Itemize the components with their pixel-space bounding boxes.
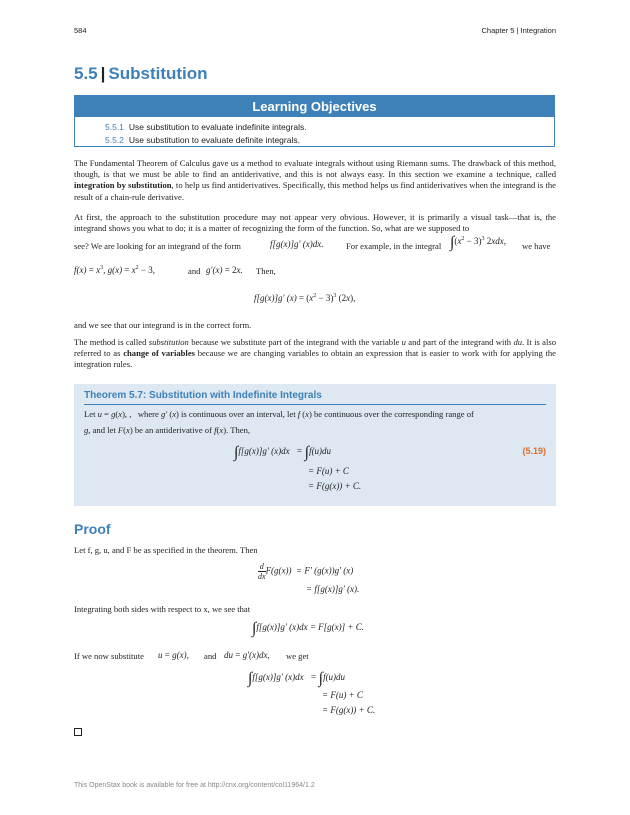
text: be an antiderivative of xyxy=(134,425,212,435)
equation-number: (5.19) xyxy=(522,446,546,456)
footer: This OpenStax book is available for free at http://cnx.org/content/col11964/1.2 xyxy=(74,782,315,789)
section-name: Substitution xyxy=(108,64,208,83)
text: because we are changing variables to obtain an expression that is easier to work with for applying the integration rules. xyxy=(74,348,556,370)
paragraph-approach xyxy=(74,212,556,234)
text: is continuous over an interval, let xyxy=(181,409,296,419)
text-we-have: we have xyxy=(522,241,551,251)
term-integration-by-substitution: integration by substitution xyxy=(74,180,172,191)
equation-fgx: $f(x) = x^3$, $g(x) = x^2 - 3$, xyxy=(74,265,155,275)
var-u: u xyxy=(401,337,406,347)
proof-substitute-text-b: and xyxy=(204,651,217,661)
text: and part of the integrand with xyxy=(405,337,514,347)
text: Then, xyxy=(230,425,251,435)
text: . It is also referred to as xyxy=(74,337,557,359)
term-substitution: substitution xyxy=(148,337,189,347)
section-title xyxy=(74,64,208,84)
proof-title: Proof xyxy=(74,521,111,537)
text: be continuous over the corresponding range of xyxy=(314,409,474,419)
text: Let xyxy=(84,409,96,419)
objective-item xyxy=(105,122,307,132)
learning-objectives-heading: Learning Objectives xyxy=(75,96,554,117)
text: where xyxy=(137,409,159,419)
proof-substitute-text-c: we get xyxy=(286,651,309,661)
theorem-title: Theorem 5.7: Substitution with Indefinite Integrals xyxy=(84,390,322,401)
theorem-box xyxy=(74,384,556,506)
proof-substitute-u: u = g(x), xyxy=(158,650,189,660)
text: because we substitute part of the integrand with the variable xyxy=(188,337,402,347)
section-number: 5.5 xyxy=(74,64,98,83)
proof-final-line-1: ∫f[g(x)]g′ (x)dx = ∫f(u)du xyxy=(248,670,346,687)
theorem-rule xyxy=(84,404,546,405)
objective-item xyxy=(105,135,300,145)
proof-substitute-du: du = g′(x)dx, xyxy=(224,650,270,660)
objective-text: Use substitution to evaluate indefinite integrals. xyxy=(128,122,307,132)
var-du: du xyxy=(513,337,523,347)
text-then: Then, xyxy=(256,266,276,276)
equation-gprime: g′(x) = 2x. xyxy=(206,265,243,275)
theorem-equation-line-2: = F(u) + C xyxy=(308,466,349,476)
proof-substitute-text-a: If we now substitute xyxy=(74,651,144,661)
text: The Fundamental Theorem of Calculus gave us a method to evaluate integrals without using Riemann sums. The drawback of this method, though, is that we must be able to find an antiderivative, and this is not always easy. In this section we examine a technique, called xyxy=(74,158,556,180)
proof-final-line-2: = F(u) + C xyxy=(322,690,363,700)
proof-derivative-line-2: = f[g(x)]g′ (x). xyxy=(306,584,360,594)
equation-form: f[g(x)]g′ (x)dx. xyxy=(270,239,324,249)
objective-text: Use substitution to evaluate definite integrals. xyxy=(128,135,300,145)
qed-box-icon xyxy=(74,728,82,736)
objective-key: 5.5.2 xyxy=(105,135,124,145)
paragraph-correct-form: and we see that our integrand is in the correct form. xyxy=(74,320,252,330)
equation-composite: f[g(x)]g′ $(x) = (x^2 - 3)^3$ (2x), xyxy=(254,293,356,303)
objective-key: 5.5.1 xyxy=(105,122,124,132)
page-number: 584 xyxy=(74,26,87,35)
chapter-header: Chapter 5 | Integration xyxy=(481,26,556,35)
proof-intro: Let f, g, u, and F be as specified in the theorem. Then xyxy=(74,545,258,555)
text: The method is called xyxy=(74,337,149,347)
paragraph-method xyxy=(74,337,556,371)
learning-objectives-box xyxy=(74,95,555,147)
paragraph-intro xyxy=(74,158,556,203)
theorem-equation-line-1: ∫f[g(x)]g′ (x)dx = ∫f(u)du xyxy=(234,444,332,461)
text: , to help us find antiderivatives. Specifically, this method helps us find antiderivatives when the integrand is the result of a chain-rule derivative. xyxy=(74,180,556,202)
text-see: see? We are looking for an integrand of the form xyxy=(74,241,241,251)
term-change-of-variables: change of variables xyxy=(123,348,195,359)
proof-final-line-3: = F(g(x)) + C. xyxy=(322,705,376,715)
theorem-equation-line-3: = F(g(x)) + C. xyxy=(308,481,362,491)
equation-example-integral: $\int(x^2 - 3)^3$ 2xdx, xyxy=(450,234,506,251)
text-and: and xyxy=(188,266,201,276)
proof-integrating: Integrating both sides with respect to x, we see that xyxy=(74,604,251,614)
text: and let xyxy=(92,425,116,435)
text: At first, the approach to the substitution procedure may not appear very obvious. However, it is primarily a visual task—that is, the integrand shows you what to do; it is a matter of recognizing the form of the function. So, what are we supposed to xyxy=(74,212,556,234)
text-example: For example, in the integral xyxy=(346,241,442,251)
theorem-line-1: Let u = g(x), , where g′ (x) is continuous over an interval, let f (x) be continuous over the corresponding range of xyxy=(84,409,474,419)
proof-derivative-line-1: $\frac{d}{dx}$ F(g(x)) = F′ (g(x))g′ (x) xyxy=(258,562,354,581)
proof-integral-identity: ∫f[g(x)]g′ (x)dx = F[g(x)] + C. xyxy=(252,620,365,637)
theorem-line-2: g, and let F(x) be an antiderivative of f(x). Then, xyxy=(84,425,251,435)
section-separator: | xyxy=(100,64,106,83)
